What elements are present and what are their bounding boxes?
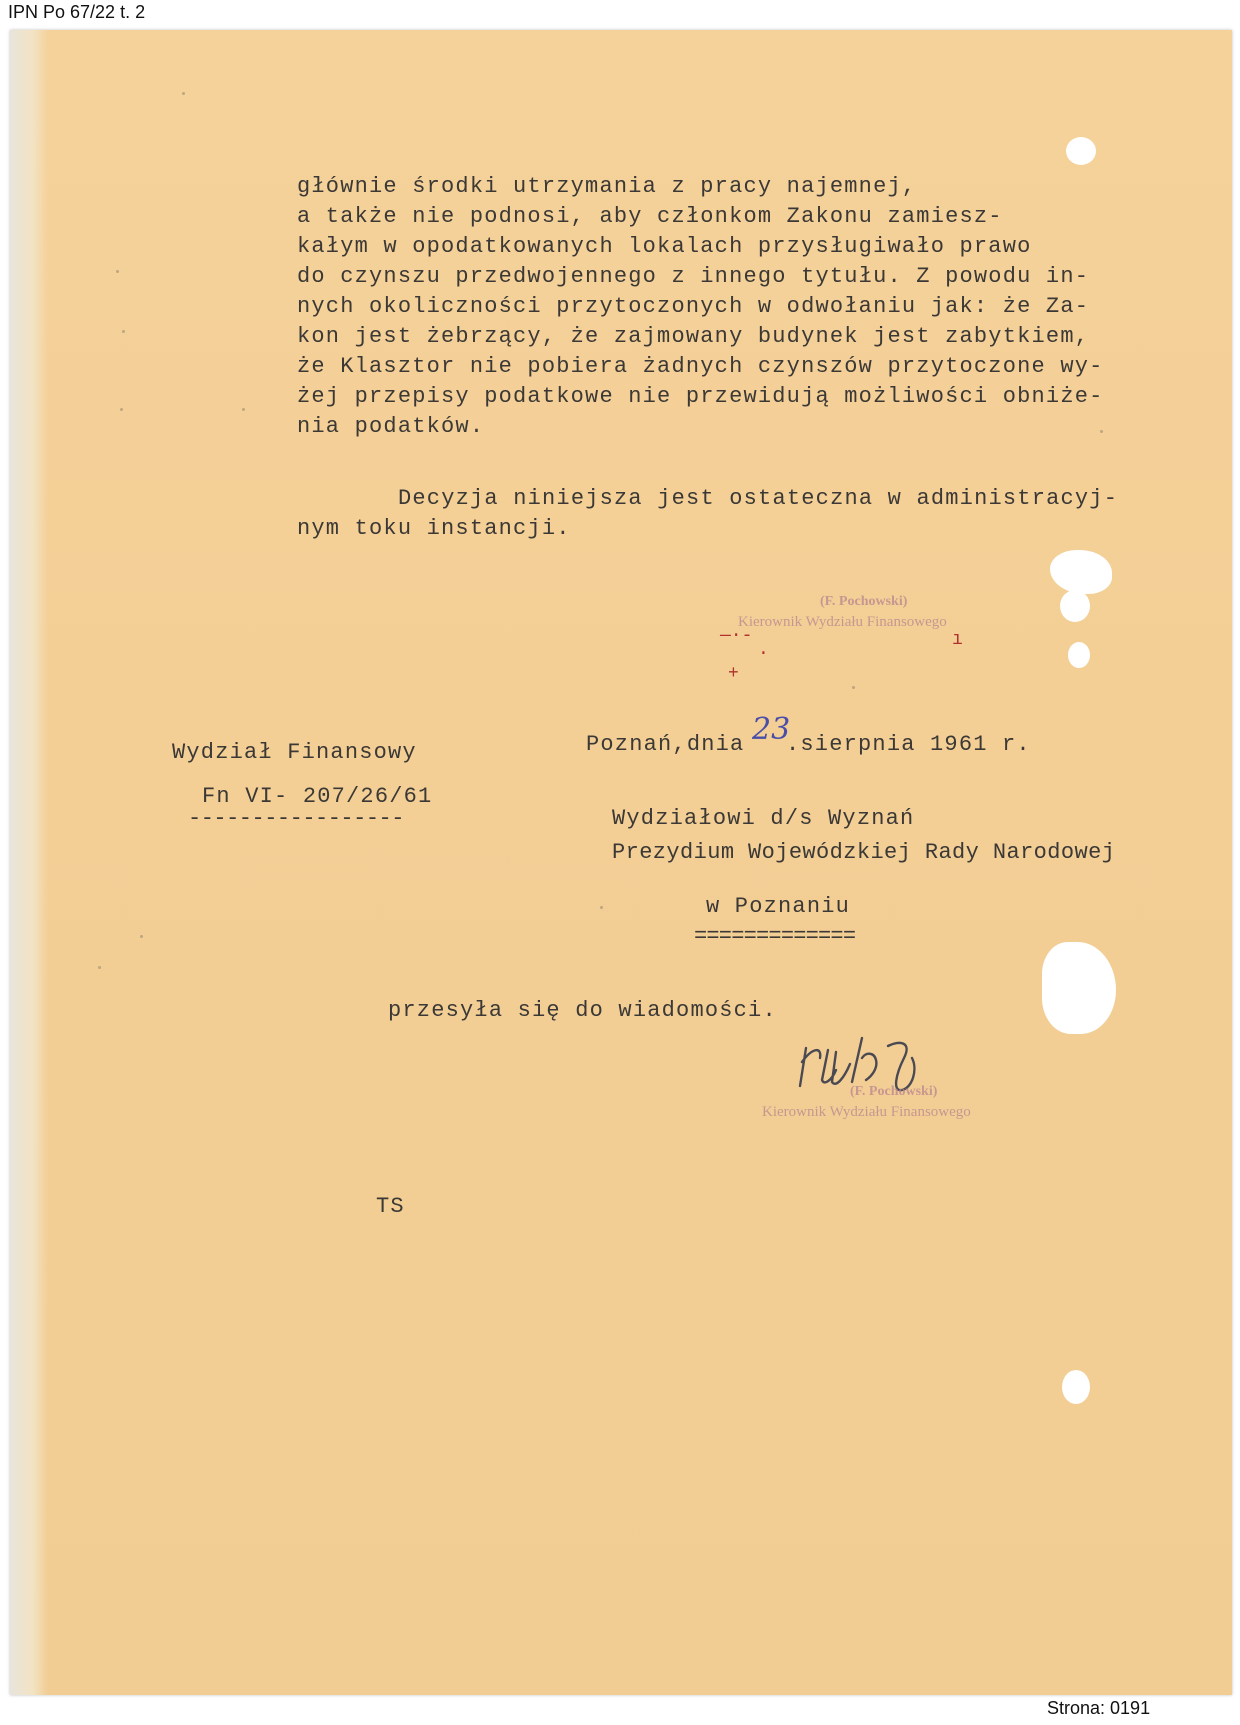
recipient-line: Wydziałowi d/s Wyznań: [612, 806, 915, 831]
date-prefix: Poznań,dnia: [586, 732, 745, 757]
punch-hole-torn: [1050, 550, 1112, 594]
body-line: do czynszu przedwojennego z innego tytułu. Z powodu in-: [297, 264, 1090, 289]
typist-initials: TS: [376, 1194, 405, 1219]
stamp-name: (F. Pochowski): [820, 594, 908, 609]
paper-left-edge: [10, 30, 48, 1695]
paper-speck: [98, 966, 101, 969]
paper-speck: [852, 686, 855, 689]
paper-speck: [1100, 430, 1103, 433]
date-day: 23: [752, 712, 791, 747]
paper-speck: [600, 906, 603, 909]
paper-speck: [140, 935, 143, 938]
red-ink-mark: +: [728, 664, 739, 684]
page-number: Strona: 0191: [1047, 1698, 1151, 1718]
body-line: kon jest żebrzący, że zajmowany budynek jest zabytkiem,: [297, 324, 1090, 349]
reference-number: Fn VI- 207/26/61: [202, 784, 433, 809]
punch-hole: [1060, 590, 1090, 622]
stamp-title: Kierownik Wydziału Finansowego: [762, 1104, 971, 1120]
body-line: nia podatków.: [297, 414, 485, 439]
red-ink-mark: —·-: [720, 626, 753, 646]
paper-speck: [182, 92, 185, 95]
punch-hole: [1062, 1370, 1090, 1404]
paper-speck: [120, 408, 123, 411]
paper-speck: [116, 270, 119, 273]
decision-line: nym toku instancji.: [297, 516, 571, 541]
archive-reference: IPN Po 67/22 t. 2: [8, 2, 146, 22]
red-ink-mark: ·: [758, 644, 769, 664]
body-line: nych okoliczności przytoczonych w odwołaniu jak: że Za-: [297, 294, 1090, 319]
stamp-name: (F. Pochowski): [850, 1084, 938, 1099]
body-line: a także nie podnosi, aby członkom Zakonu zamiesz-: [297, 204, 1003, 229]
decision-line: Decyzja niniejsza jest ostateczna w administracyj-: [398, 486, 1119, 511]
recipient-underline: =============: [694, 924, 856, 949]
punch-hole: [1066, 137, 1096, 165]
recipient-line: Prezydium Wojewódzkiej Rady Narodowej: [612, 840, 1116, 865]
notice-text: przesyła się do wiadomości.: [388, 998, 777, 1023]
red-ink-mark: ı: [952, 630, 963, 650]
date-suffix: .sierpnia 1961 r.: [786, 732, 1031, 757]
body-line: że Klasztor nie pobiera żadnych czynszów przytoczone wy-: [297, 354, 1104, 379]
recipient-line: w Poznaniu: [706, 894, 851, 919]
paper-speck: [122, 330, 125, 333]
department-name: Wydział Finansowy: [172, 740, 417, 765]
body-line: żej przepisy podatkowe nie przewidują możliwości obniże-: [297, 384, 1104, 409]
punch-hole: [1068, 642, 1090, 668]
stamp-title: Kierownik Wydziału Finansowego: [738, 614, 947, 630]
punch-hole-torn: [1042, 942, 1116, 1034]
body-line: głównie środki utrzymania z pracy najemnej,: [297, 174, 917, 199]
reference-underline: -----------------: [188, 806, 404, 831]
body-line: kałym w opodatkowanych lokalach przysługiwało prawo: [297, 234, 1032, 259]
paper-speck: [242, 408, 245, 411]
